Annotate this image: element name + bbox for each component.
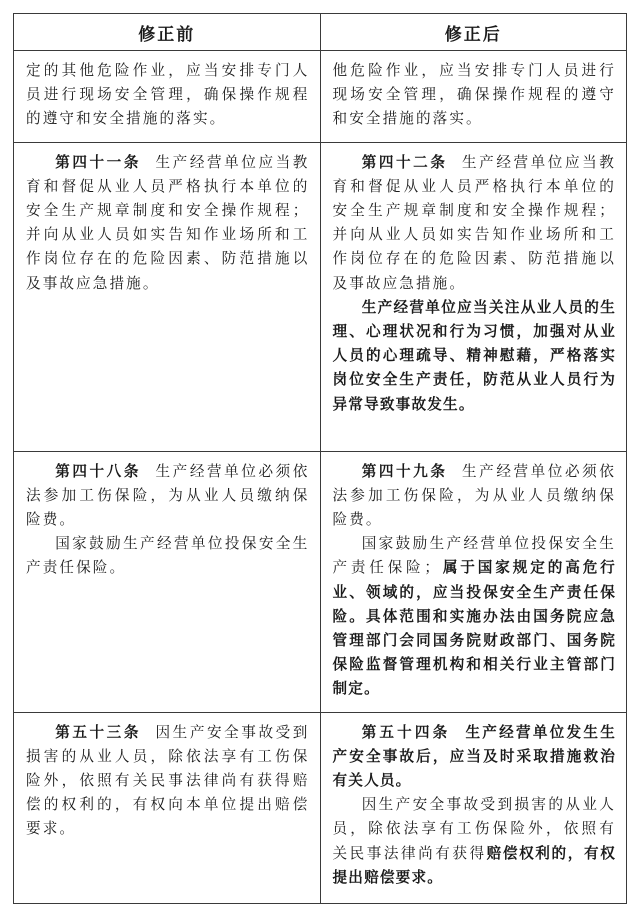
paragraph-text: 生产经营单位应当教育和督促从业人员严格执行本单位的安全生产规章制度和安全操作规程；并向从业人员如实告知作业场所和工作岗位存在的危险因素、防范措施以及事故应急措施。: [332, 153, 616, 292]
article-number: 第五十三条: [55, 723, 142, 741]
amended-text: 属于国家规定的高危行业、领域的，应当投保安全生产责任保险。具体范围和实施办法由国务院应急管理部门会同国务院财政部门、国务院保险监督管理机构和相关行业主管部门制定。: [332, 559, 616, 698]
paragraph-text: 他危险作业，应当安排专门人员进行现场安全管理，确保操作规程的遵守和安全措施的落实。: [332, 62, 616, 128]
paragraph-text: 国家鼓励生产经营单位投保安全生产责任保险。: [26, 535, 310, 577]
paragraph: [333, 793, 617, 890]
paragraph-text: 生产经营单位应当教育和督促从业人员严格执行本单位的安全生产规章制度和安全操作规程；并向从业人员如实告知作业场所和工作岗位存在的危险因素、防范措施以及事故应急措施。: [26, 153, 310, 292]
article-number: 第四十九条: [361, 462, 448, 480]
cell-after: [320, 712, 627, 903]
comparison-table-wrapper: [13, 13, 627, 904]
article-number: 第四十八条: [55, 462, 142, 480]
amendment-comparison-table: [13, 13, 627, 904]
paragraph: [26, 532, 310, 580]
cell-after: [320, 451, 627, 712]
paragraph: [26, 151, 310, 296]
paragraph: [333, 296, 617, 417]
cell-before: [14, 142, 321, 451]
paragraph: [333, 151, 617, 296]
article-number: 第五十四条: [361, 723, 451, 741]
article-number: 第四十二条: [361, 153, 448, 171]
table-row: [14, 142, 627, 451]
table-row: [14, 712, 627, 903]
header-after: 修正后: [320, 14, 627, 51]
paragraph: [333, 532, 617, 701]
article-number: 第四十一条: [55, 153, 142, 171]
cell-before: [14, 712, 321, 903]
cell-after: [320, 51, 627, 143]
cell-before: [14, 51, 321, 143]
amended-text: 生产经营单位应当关注从业人员的生理、心理状况和行为习惯，加强对从业人员的心理疏导、精神慰藉，严格落实岗位安全生产责任，防范从业人员行为异常导致事故发生。: [332, 298, 616, 413]
amended-text: 生产经营单位发生生产安全事故后，应当及时采取措施救治有关人员。: [332, 723, 616, 790]
paragraph-text: 定的其他危险作业，应当安排专门人员进行现场安全管理，确保操作规程的遵守和安全措施的落实。: [26, 62, 310, 128]
paragraph: [26, 59, 310, 132]
paragraph-text: 国家鼓励生产经营单位投保安全生产责任保险；: [332, 535, 616, 577]
paragraph-text: 生产经营单位必须依法参加工伤保险，为从业人员缴纳保险费。: [26, 462, 310, 529]
paragraph-text: 因生产安全事故受到损害的从业人员，除依法享有工伤保险外，依照有关民事法律尚有获得: [332, 796, 616, 862]
cell-after: [320, 142, 627, 451]
paragraph: [333, 460, 617, 533]
amended-text: 赔偿权利的，有权提出赔偿要求。: [332, 844, 616, 886]
header-row: [14, 14, 627, 51]
table-row: [14, 51, 627, 143]
paragraph-text: 因生产安全事故受到损害的从业人员，除依法享有工伤保险外，依照有关民事法律尚有获得赔偿的权利的，有权向本单位提出赔偿要求。: [26, 723, 310, 838]
paragraph: [333, 721, 617, 794]
paragraph-text: 生产经营单位必须依法参加工伤保险，为从业人员缴纳保险费。: [332, 462, 616, 529]
table-row: [14, 451, 627, 712]
paragraph: [333, 59, 617, 132]
cell-before: [14, 451, 321, 712]
paragraph: [26, 721, 310, 842]
header-before: 修正前: [14, 14, 321, 51]
paragraph: [26, 460, 310, 533]
